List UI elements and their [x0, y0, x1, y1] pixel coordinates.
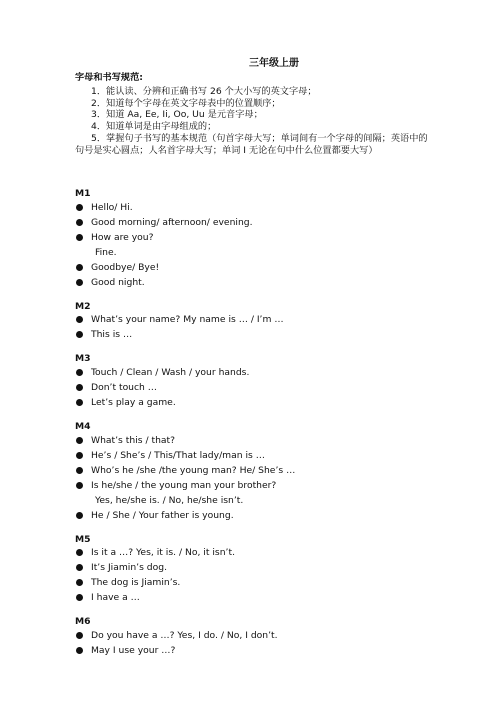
answer-line: Yes, he/she is. / No, he/she isn’t. — [95, 494, 244, 506]
module-section — [75, 534, 435, 605]
bullet-text: Goodbye/ Bye! — [91, 261, 160, 273]
bullet-item — [75, 217, 435, 229]
bullet-item — [75, 314, 435, 326]
bullet-text: May I use your …? — [91, 645, 176, 657]
module-section — [75, 353, 435, 409]
bullet-text: Hello/ Hi. — [91, 201, 133, 213]
bullet-dot-icon — [76, 549, 83, 556]
bullet-item — [75, 397, 435, 409]
bullet-item — [75, 367, 435, 379]
bullet-text: Good night. — [91, 276, 145, 288]
bullet-text: He’s / She’s / This/That lady/man is … — [91, 449, 265, 461]
bullet-item — [75, 645, 435, 657]
bullet-list — [75, 367, 435, 409]
bullet-item — [75, 577, 435, 589]
module-title: M2 — [75, 300, 91, 312]
bullet-dot-icon — [76, 632, 83, 639]
intro-heading: 字母和书写规范: — [75, 72, 143, 83]
bullet-item — [75, 382, 435, 394]
bullet-dot-icon — [76, 369, 83, 376]
module-title: M3 — [75, 353, 91, 365]
bullet-dot-icon — [76, 316, 83, 323]
bullet-dot-icon — [76, 234, 83, 241]
bullet-text: It’s Jiamin’s dog. — [91, 562, 167, 574]
modules-section — [75, 188, 435, 669]
bullet-dot-icon — [76, 264, 83, 271]
bullet-text: Don’t touch … — [91, 382, 157, 394]
bullet-item — [75, 547, 435, 559]
bullet-text: Who’s he /she /the young man? He/ She’s … — [91, 464, 296, 476]
bullet-text: Is it a …? Yes, it is. / No, it isn’t. — [91, 547, 235, 559]
bullet-item — [75, 202, 435, 214]
rule-item: 5．掌握句子书写的基本规范（句首字母大写；单词间有一个字母的间隔；英语中的句号是实心圆点；人名首字母大写；单词 I 无论在句中什么位置都要大写） — [75, 132, 428, 156]
module-section — [75, 616, 435, 657]
rules-list — [75, 86, 435, 157]
bullet-item — [75, 277, 435, 289]
module-title: M5 — [75, 533, 91, 545]
bullet-dot-icon — [76, 452, 83, 459]
bullet-text: Touch / Clean / Wash / your hands. — [91, 367, 250, 379]
rule-item: 4．知道单词是由字母组成的； — [91, 121, 217, 133]
intro-section — [75, 72, 435, 156]
bullet-text: He / She / Your father is young. — [91, 509, 234, 521]
bullet-text: How are you? — [91, 231, 154, 243]
bullet-dot-icon — [76, 564, 83, 571]
bullet-item — [75, 435, 435, 447]
bullet-dot-icon — [76, 579, 83, 586]
bullet-list — [75, 202, 435, 289]
bullet-list — [75, 630, 435, 657]
bullet-dot-icon — [76, 204, 83, 211]
module-section — [75, 421, 435, 522]
module-title: M1 — [75, 188, 91, 199]
bullet-dot-icon — [76, 482, 83, 489]
module-title: M4 — [75, 421, 91, 433]
module-section — [75, 188, 435, 289]
bullet-dot-icon — [76, 594, 83, 601]
bullet-item — [75, 465, 435, 477]
rule-item: 3．知道 Aa, Ee, Ii, Oo, Uu 是元音字母； — [91, 109, 263, 121]
bullet-item — [75, 592, 435, 604]
bullet-dot-icon — [76, 512, 83, 519]
bullet-text: I have a … — [91, 592, 140, 604]
bullet-text: The dog is Jiamin’s. — [91, 577, 181, 589]
rule-item: 2．知道每个字母在英文字母表中的位置顺序； — [91, 97, 281, 109]
bullet-item — [75, 510, 435, 522]
bullet-text: Do you have a …? Yes, I do. / No, I don’t. — [91, 630, 278, 642]
module-title: M6 — [75, 616, 91, 628]
bullet-list — [75, 547, 435, 604]
bullet-list — [75, 435, 435, 522]
bullet-text: Is he/she / the young man your brother? — [91, 479, 277, 491]
bullet-text: What’s your name? My name is … / I’m … — [91, 314, 284, 326]
bullet-dot-icon — [76, 331, 83, 338]
bullet-dot-icon — [76, 219, 83, 226]
bullet-item — [75, 262, 435, 274]
page-title: 三年级上册 — [249, 58, 299, 69]
bullet-text: Good morning/ afternoon/ evening. — [91, 216, 253, 228]
module-section — [75, 301, 435, 342]
bullet-dot-icon — [76, 647, 83, 654]
bullet-text: Let’s play a game. — [91, 397, 176, 409]
bullet-item — [75, 329, 435, 341]
bullet-dot-icon — [76, 279, 83, 286]
bullet-item — [75, 480, 435, 492]
bullet-item — [75, 450, 435, 462]
bullet-item — [75, 232, 435, 244]
answer-line: Fine. — [95, 246, 117, 258]
bullet-dot-icon — [76, 384, 83, 391]
bullet-dot-icon — [76, 437, 83, 444]
bullet-item — [75, 630, 435, 642]
bullet-dot-icon — [76, 399, 83, 406]
bullet-text: What’s this / that? — [91, 434, 176, 446]
bullet-text: This is … — [91, 329, 133, 341]
bullet-list — [75, 314, 435, 341]
bullet-item — [75, 562, 435, 574]
bullet-dot-icon — [76, 467, 83, 474]
rule-item: 1．能认读、分辨和正确书写 26 个大小写的英文字母； — [91, 85, 317, 97]
